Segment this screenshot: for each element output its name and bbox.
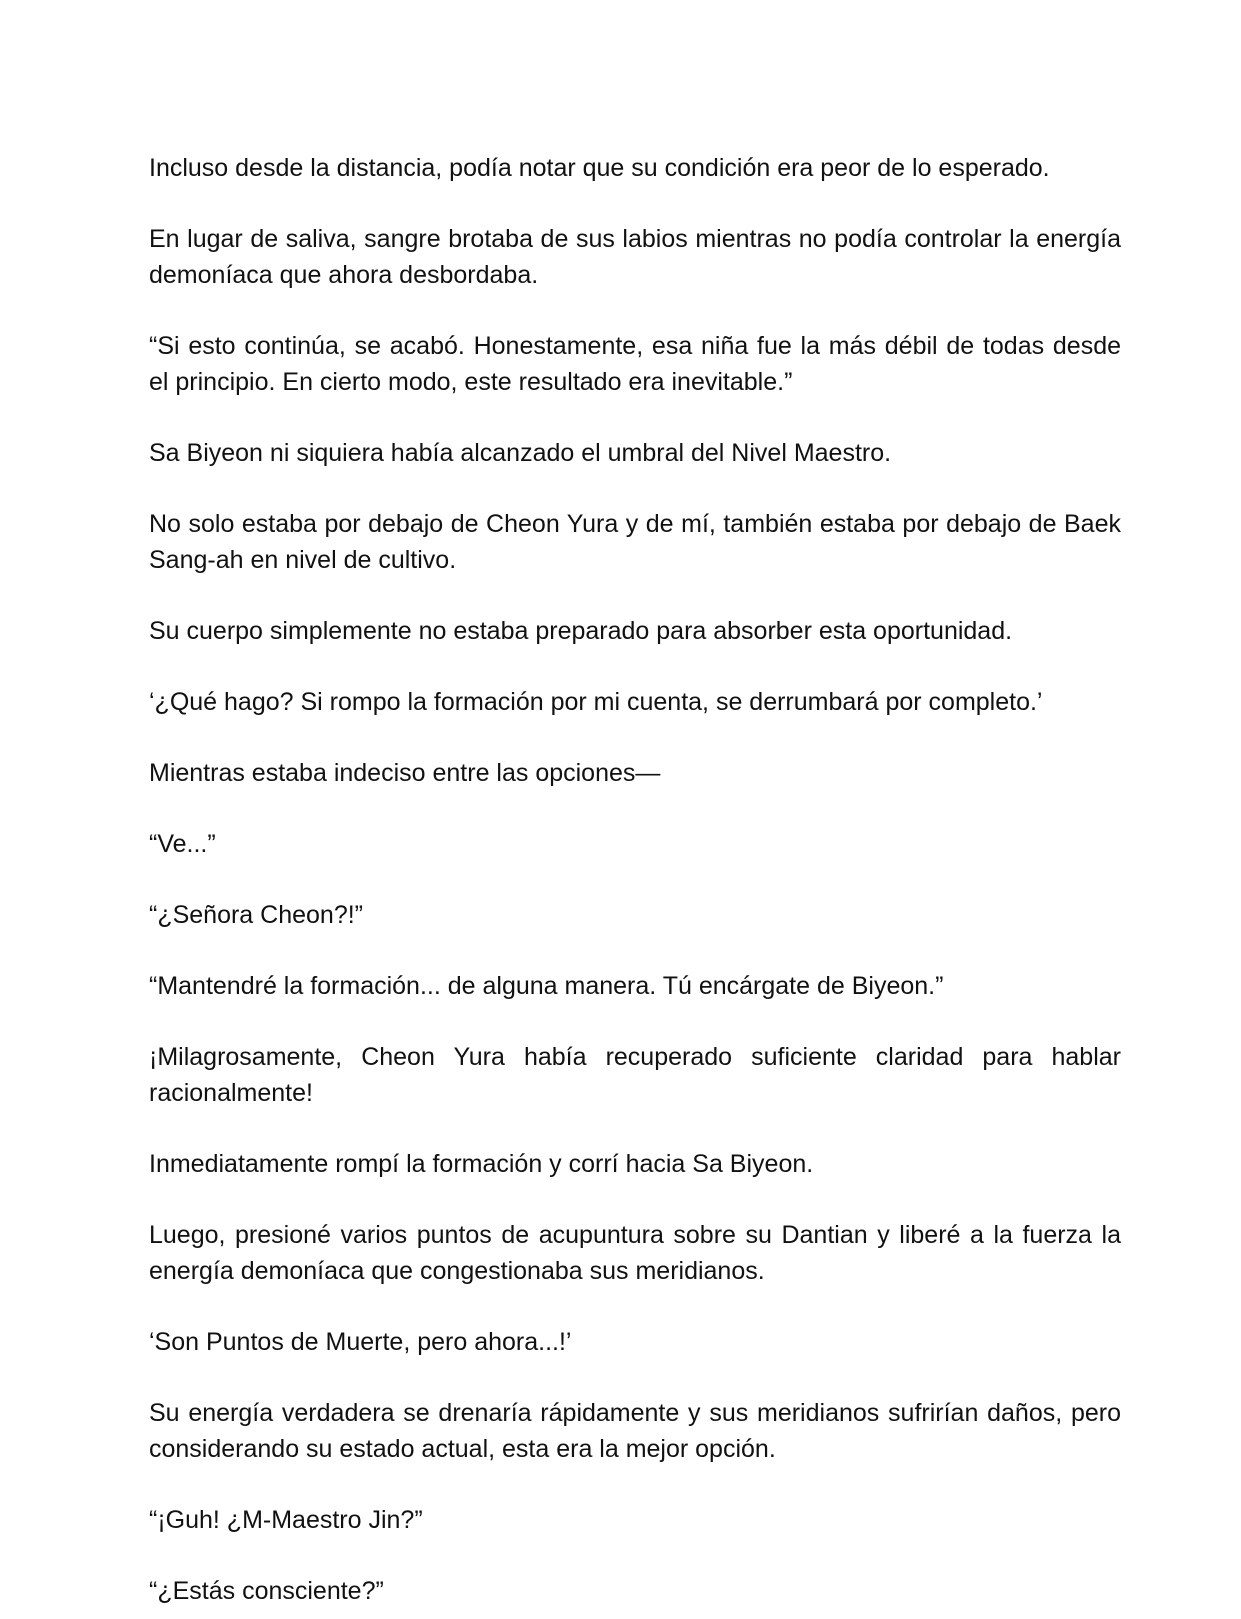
paragraph: “Si esto continúa, se acabó. Honestamente, esa niña fue la más débil de todas desde el principio. En cierto modo, este resultado era inevitable.” bbox=[149, 332, 1121, 396]
paragraph: ‘Son Puntos de Muerte, pero ahora...!’ bbox=[149, 1328, 572, 1356]
paragraph: ‘¿Qué hago? Si rompo la formación por mi cuenta, se derrumbará por completo.’ bbox=[149, 688, 1043, 716]
paragraph: Incluso desde la distancia, podía notar que su condición era peor de lo esperado. bbox=[149, 154, 1050, 182]
paragraph: Inmediatamente rompí la formación y corrí hacia Sa Biyeon. bbox=[149, 1150, 814, 1178]
paragraph: “¿Señora Cheon?!” bbox=[149, 901, 364, 929]
paragraph: Su cuerpo simplemente no estaba preparado para absorber esta oportunidad. bbox=[149, 617, 1013, 645]
paragraph: No solo estaba por debajo de Cheon Yura y de mí, también estaba por debajo de Baek Sang-ah en nivel de cultivo. bbox=[149, 510, 1121, 574]
paragraph: Su energía verdadera se drenaría rápidamente y sus meridianos sufrirían daños, pero considerando su estado actual, esta era la mejor opción. bbox=[149, 1399, 1121, 1463]
paragraph: En lugar de saliva, sangre brotaba de sus labios mientras no podía controlar la energía demoníaca que ahora desbordaba. bbox=[149, 225, 1121, 289]
paragraph: “Mantendré la formación... de alguna manera. Tú encárgate de Biyeon.” bbox=[149, 972, 944, 1000]
paragraph: ¡Milagrosamente, Cheon Yura había recuperado suficiente claridad para hablar racionalmente! bbox=[149, 1043, 1121, 1107]
paragraph: “Ve...” bbox=[149, 830, 216, 858]
document-body bbox=[149, 150, 1121, 1609]
paragraph: “¿Estás consciente?” bbox=[149, 1577, 384, 1605]
paragraph: Mientras estaba indeciso entre las opciones— bbox=[149, 759, 661, 787]
paragraph: Luego, presioné varios puntos de acupuntura sobre su Dantian y liberé a la fuerza la energía demoníaca que congestionaba sus meridianos. bbox=[149, 1221, 1121, 1285]
paragraph: Sa Biyeon ni siquiera había alcanzado el umbral del Nivel Maestro. bbox=[149, 439, 892, 467]
paragraph: “¡Guh! ¿M-Maestro Jin?” bbox=[149, 1506, 423, 1534]
